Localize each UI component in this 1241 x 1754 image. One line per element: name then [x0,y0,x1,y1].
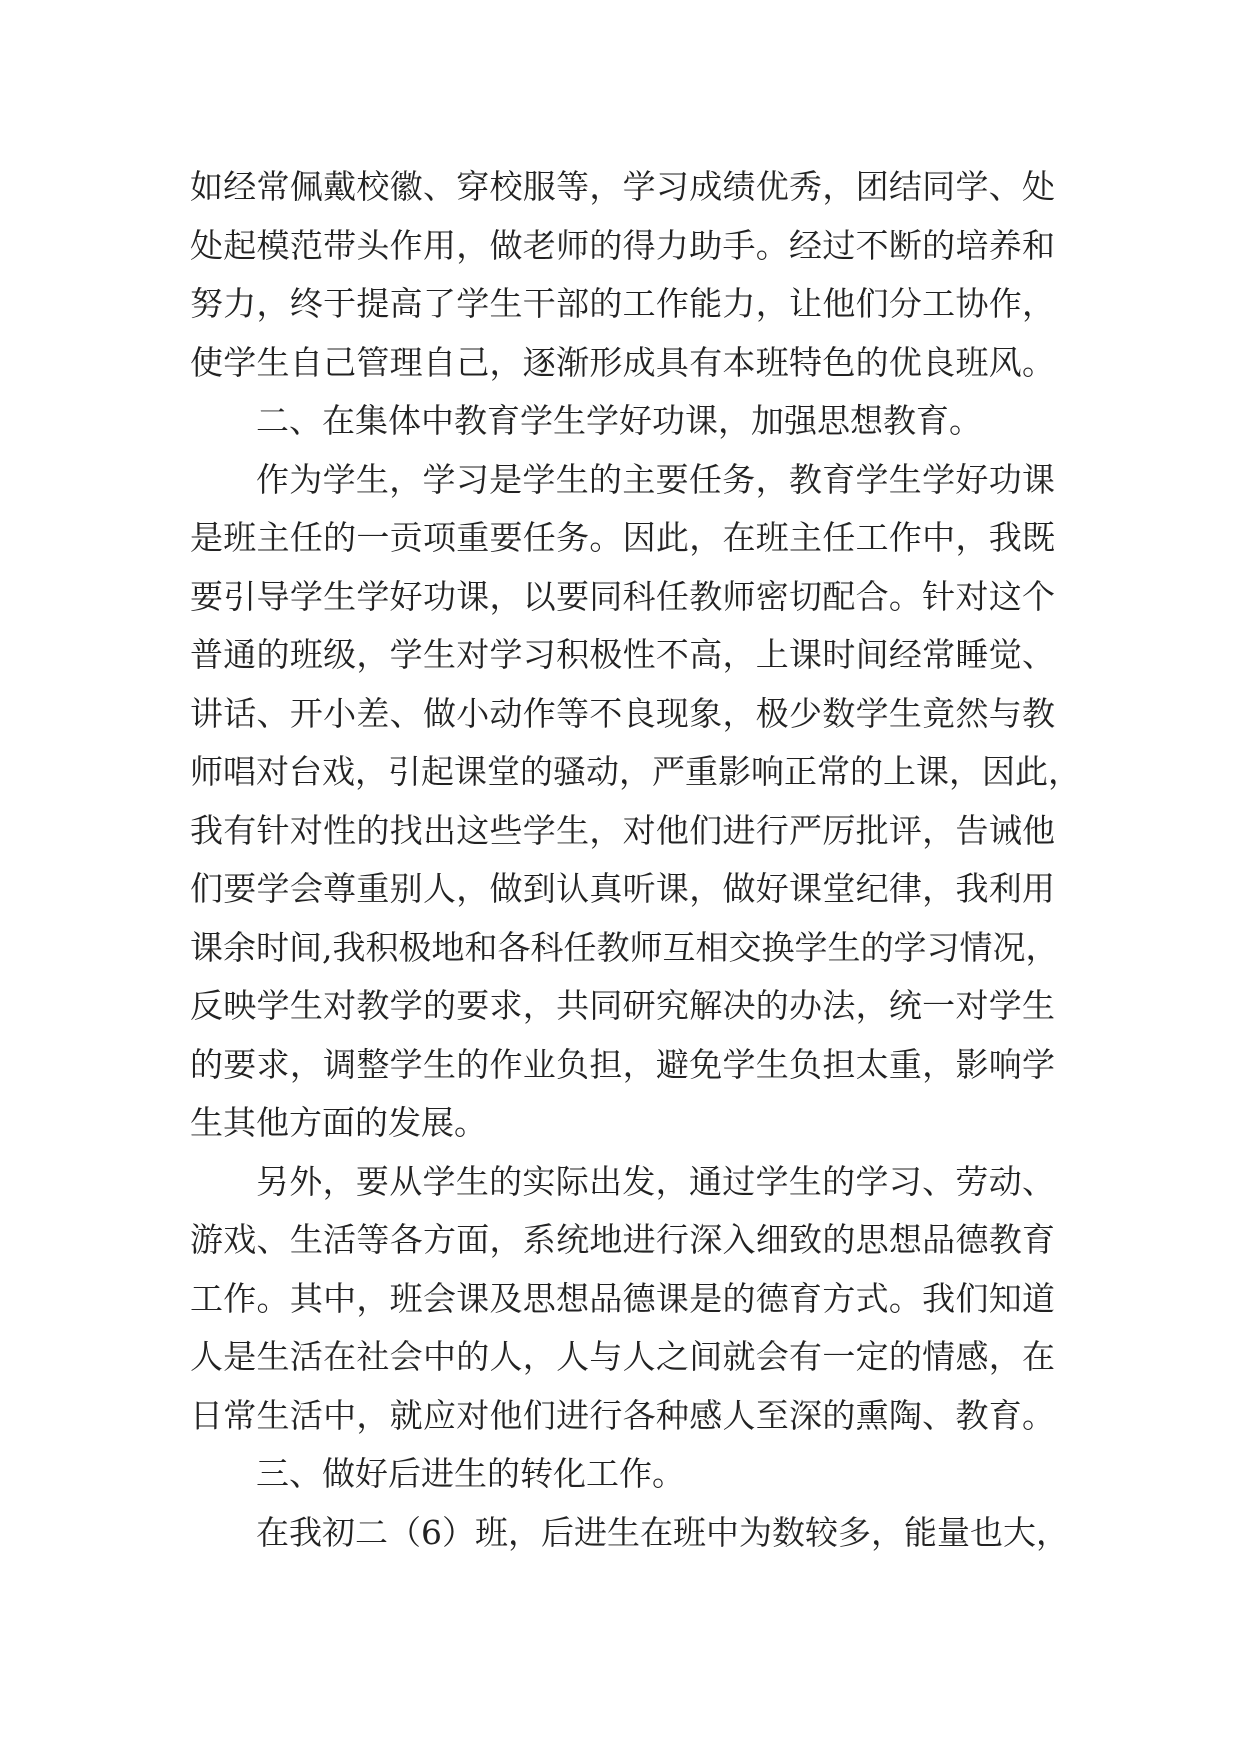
text-line: 人是生活在社会中的人，人与人之间就会有一定的情感，在 [190,1337,1055,1376]
text-line: 们要学会尊重别人，做到认真听课，做好课堂纪律，我利用 [190,869,1055,908]
text-line: 我有针对性的找出这些学生，对他们进行严厉批评，告诫他 [190,810,1055,850]
text-line: 反映学生对教学的要求，共同研究解决的办法，统一对学生 [190,986,1055,1025]
text-line: 努力，终于提高了学生干部的工作能力，让他们分工协作， [190,284,1055,323]
text-line: 讲话、开小差、做小动作等不良现象，极少数学生竟然与教 [190,693,1055,733]
paragraph-first-line: 作为学生，学习是学生的主要任务，教育学生学好功课 [256,459,1055,499]
paragraph-last-line: 生其他方面的发展。 [190,1103,487,1142]
text-line: 日常生活中，就应对他们进行各种感人至深的熏陶、教育。 [190,1395,1055,1435]
text-line: 的要求，调整学生的作业负担，避免学生负担太重，影响学 [190,1044,1055,1084]
text-line: 是班主任的一贡项重要任务。因此，在班主任工作中，我既 [190,518,1055,557]
text-line: 普通的班级，学生对学习积极性不高，上课时间经常睡觉、 [190,635,1055,674]
text-line: 工作。其中，班会课及思想品德课是的德育方式。我们知道 [190,1278,1055,1318]
paragraph-first-line: 另外，要从学生的实际出发，通过学生的学习、劳动、 [256,1161,1055,1201]
text-line: 处起模范带头作用，做老师的得力助手。经过不断的培养和 [190,225,1055,265]
section-heading: 三、做好后进生的转化工作。 [256,1454,685,1493]
document-body [190,158,1081,1562]
text-line: 师唱对台戏，引起课堂的骚动，严重影响正常的上课，因此， [190,752,1081,791]
text-line: 使学生自己管理自己，逐渐形成具有本班特色的优良班风。 [190,342,1055,382]
text-line: 游戏、生活等各方面，系统地进行深入细致的思想品德教育 [190,1220,1055,1259]
text-line: 如经常佩戴校徽、穿校服等，学习成绩优秀，团结同学、处 [190,167,1055,206]
paragraph-first-line: 在我初二（6）班，后进生在班中为数较多，能量也大， [256,1512,1069,1552]
text-line: 要引导学生学好功课，以要同科任教师密切配合。针对这个 [190,576,1055,616]
section-heading: 二、在集体中教育学生学好功课，加强思想教育。 [256,401,982,440]
text-line: 课余时间,我积极地和各科任教师互相交换学生的学习情况， [190,927,1059,967]
